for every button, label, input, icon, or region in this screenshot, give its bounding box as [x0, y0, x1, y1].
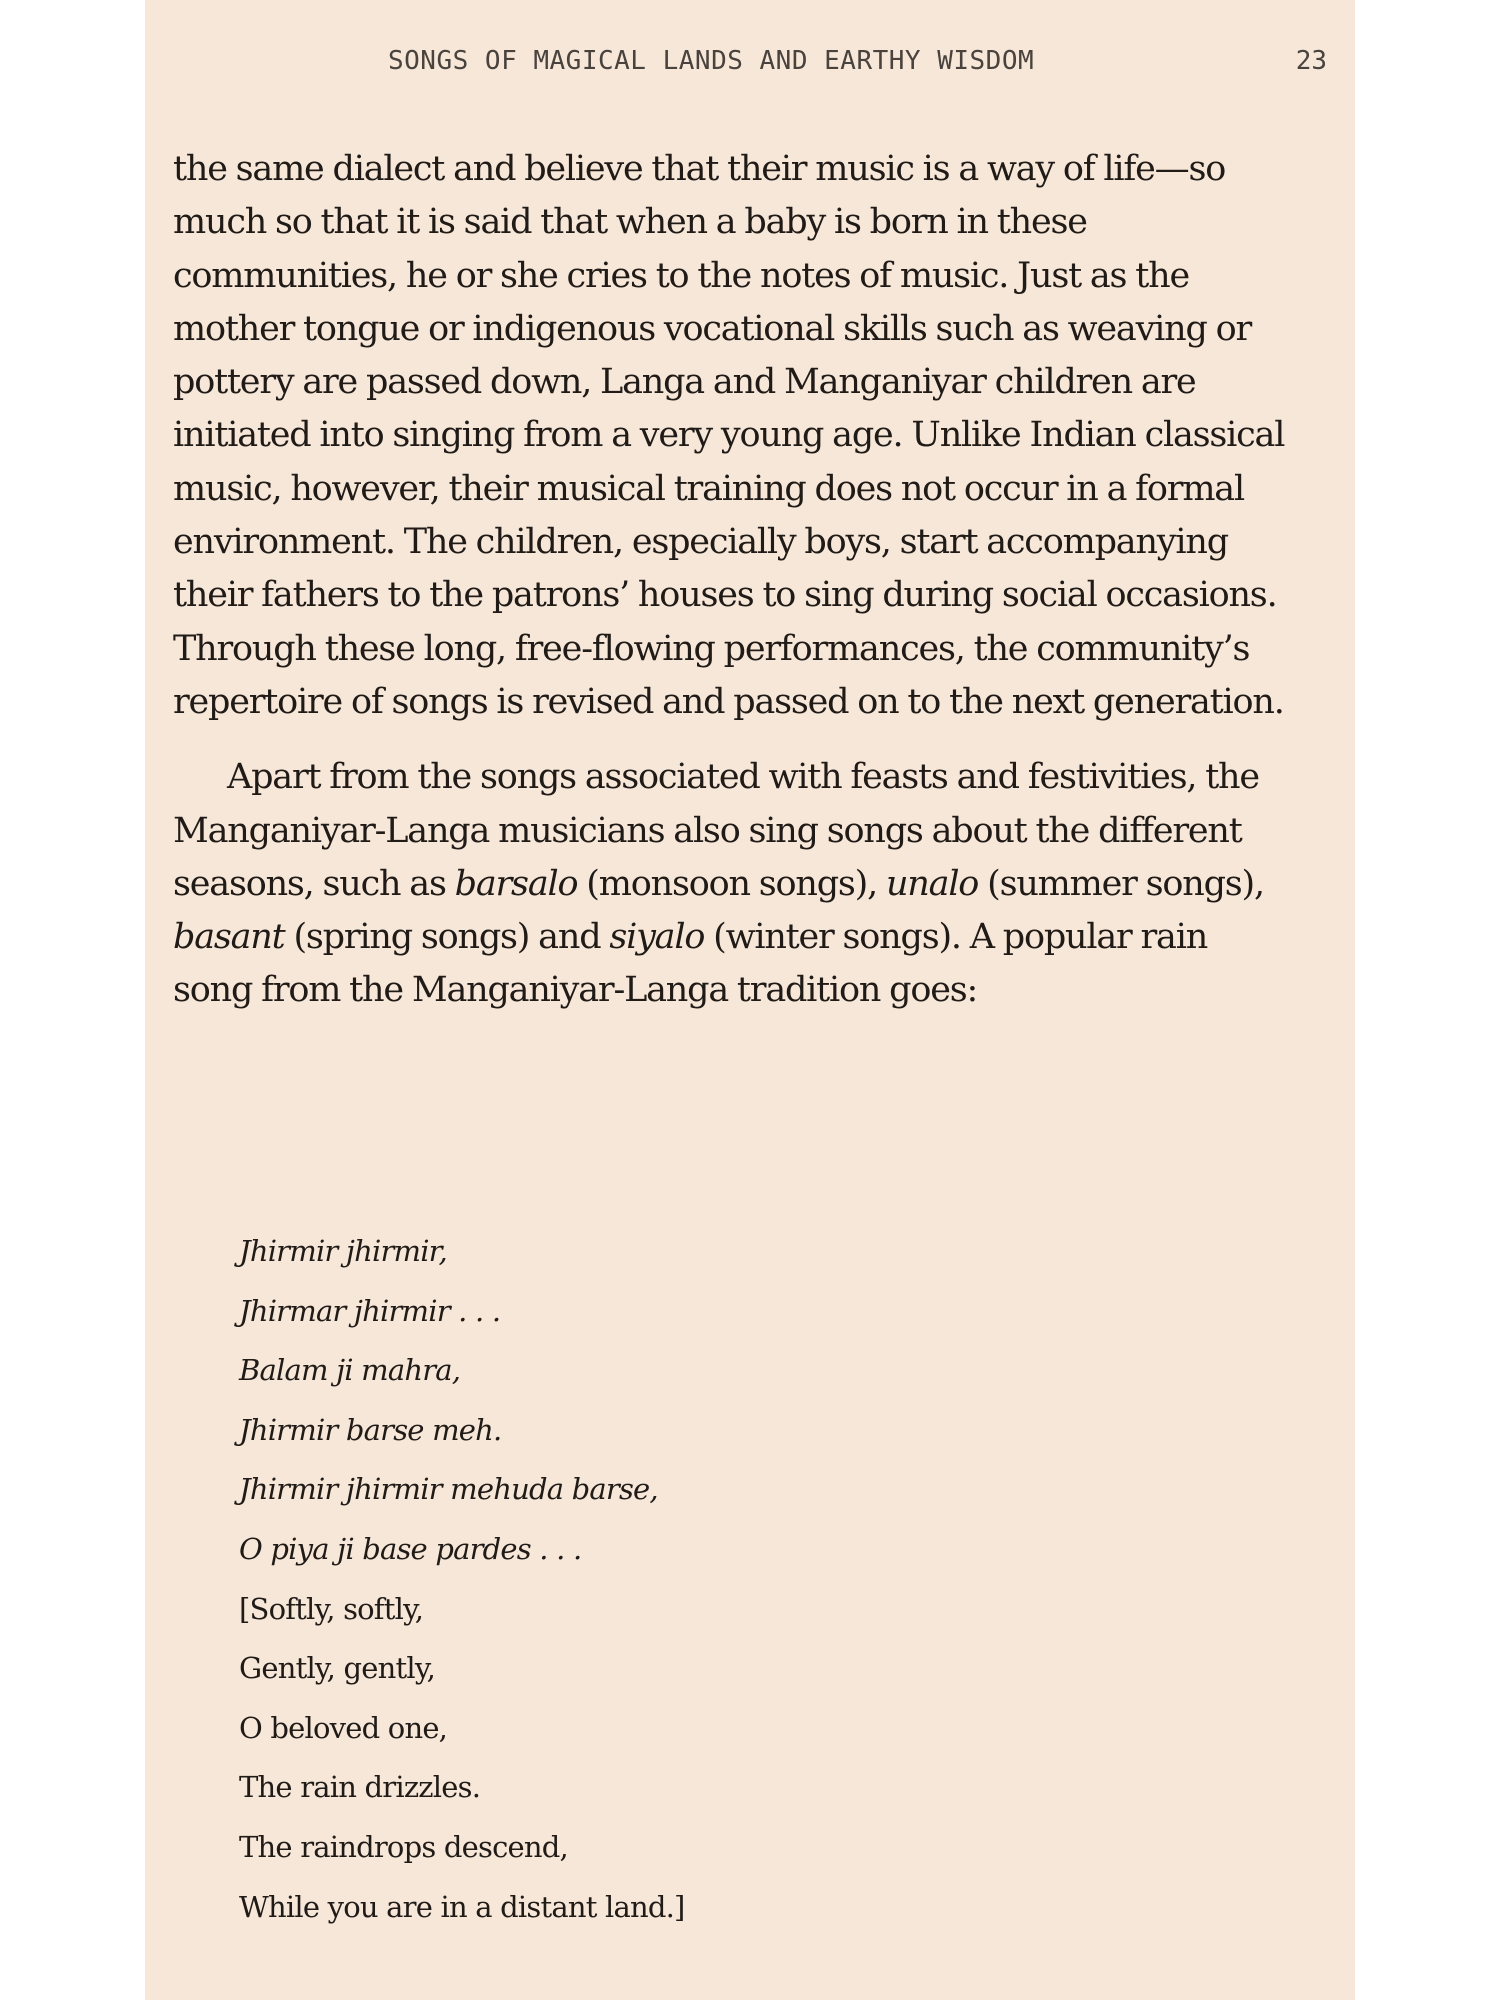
page-header: [145, 46, 1355, 86]
song-verse: [239, 1222, 685, 1937]
verse-line: Balam ji mahra,: [239, 1353, 461, 1388]
translation-line: Gently, gently,: [239, 1651, 435, 1686]
term-barsalo: barsalo: [454, 863, 578, 904]
translation-line: [Softly, softly,: [239, 1591, 424, 1626]
term-siyalo: siyalo: [609, 917, 705, 958]
verse-line: Jhirmir jhirmir mehuda barse,: [239, 1472, 658, 1507]
term-basant: basant: [173, 917, 285, 958]
verse-line: Jhirmir barse meh.: [239, 1412, 502, 1447]
verse-line: Jhirmar jhirmir . . .: [239, 1293, 501, 1328]
paragraph-1: the same dialect and believe that their music is a way of life—so much so that it is said that when a baby is born in these communities, he or she cries to the notes of music. Just as the mother tongue or indigenous vocational skills such as weaving or pottery are passed down, Langa and Manganiyar children are initiated into singing from a very young age. Unlike Indian classical music, however, their musical training does not occur in a formal environment. The children, especially boys, start accompanying their fathers to the patrons’ houses to sing during social occasions. Through these long, free-flowing performances, the community’s repertoire of songs is revised and passed on to the next generation.: [173, 149, 1285, 722]
para2-text-4: (spring songs) and: [284, 917, 610, 958]
translation-line: O beloved one,: [239, 1710, 448, 1745]
translation-line: The rain drizzles.: [239, 1770, 481, 1805]
book-page: [145, 0, 1355, 2000]
term-unalo: unalo: [885, 863, 979, 904]
para2-text-1: Apart from the songs associated with feasts and festivities, the Manganiyar-Langa musicians also sing songs about the different seasons, such as: [173, 757, 1259, 904]
body-text: [173, 143, 1293, 1018]
para2-text-5: (winter songs). A popular rain song from the Manganiyar-Langa tradition goes:: [173, 917, 1208, 1011]
page-number: 23: [1295, 46, 1327, 76]
verse-line: O piya ji base pardes . . .: [239, 1531, 582, 1566]
translation-line: While you are in a distant land.]: [239, 1889, 685, 1924]
translation-line: The raindrops descend,: [239, 1829, 568, 1864]
paragraph-2: [173, 751, 1293, 1017]
running-title: SONGS OF MAGICAL LANDS AND EARTHY WISDOM: [388, 46, 1035, 76]
para2-text-2: (monsoon songs),: [577, 863, 886, 904]
verse-line: Jhirmir jhirmir,: [239, 1234, 447, 1268]
para2-text-3: (summer songs),: [978, 863, 1264, 904]
